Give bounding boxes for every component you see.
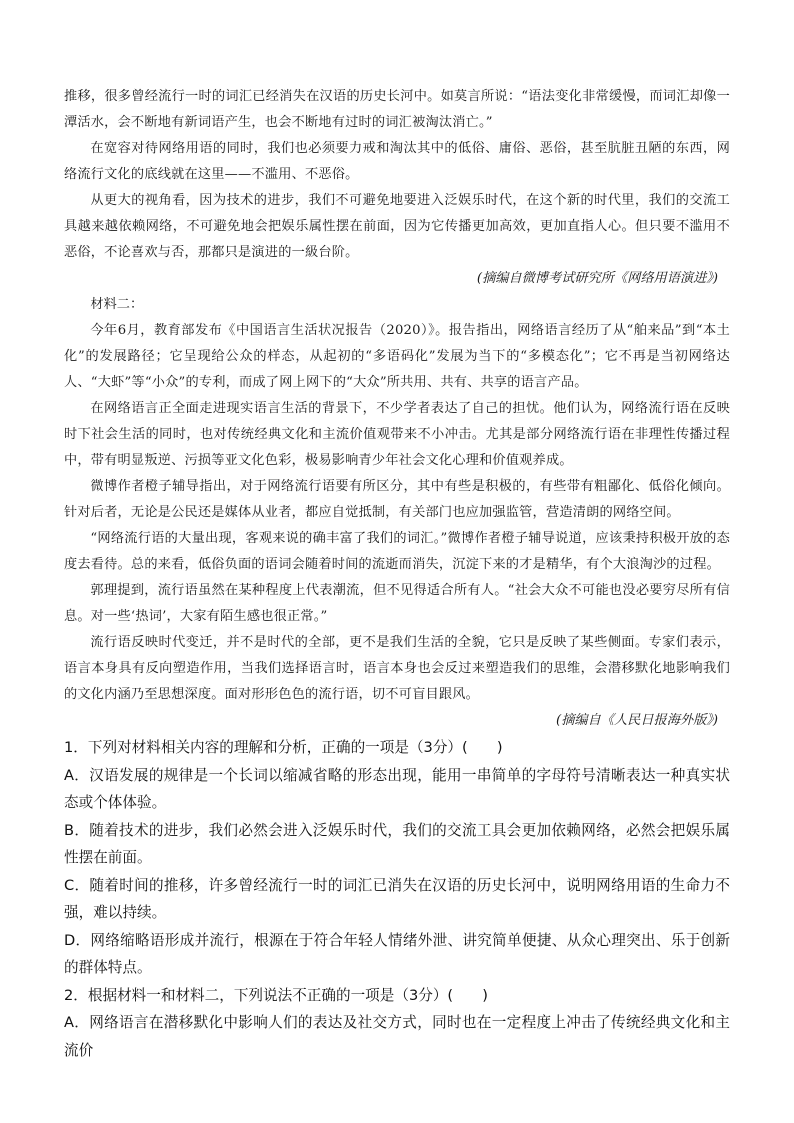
material-one-continuation xyxy=(64,84,730,292)
paragraph: 流行语反映时代变迁，并不是时代的全部，更不是我们生活的全貌，它只是反映了某些侧面。专家们表示，语言本身具有反向塑造作用，当我们选择语言时，语言本身也会反过来塑造我们的思维，会潜移默化地影响我们的文化内涵乃至思想深度。面对形形色色的流行语，切不可盲目跟风。 xyxy=(64,635,730,702)
question-stem: 2．根据材料一和材料二，下列说法不正确的一项是（3分）( ) xyxy=(64,986,488,1004)
question-stem: 1．下列对材料相关内容的理解和分析，正确的一项是（3分）( ) xyxy=(64,739,503,756)
option-c: C．随着时间的推移，许多曾经流行一时的词汇已消失在汉语的历史长河中，说明网络用语的生命力不强，难以持续。 xyxy=(64,876,730,921)
option-a: A．网络语言在潜移默化中影响人们的表达及社交方式，同时也在一定程度上冲击了传统经典文化和主流价 xyxy=(64,1014,730,1059)
material-label: 材料二： xyxy=(90,297,144,312)
paragraph: 郭理提到，流行语虽然在某种程度上代表潮流，但不见得适合所有人。“社会大众不可能也没必要穷尽所有信息。对一些‘热词’，大家有陌生感也很正常。” xyxy=(64,583,730,624)
paragraph: 推移，很多曾经流行一时的词汇已经消失在汉语的历史长河中。如莫言所说：“语法变化非常缓慢，而词汇却像一潭活水，会不断地有新词语产生，也会不断地有过时的词汇被淘汰消亡。” xyxy=(64,89,730,130)
source-citation: (摘编自微博考试研究所《网络用语演进》) xyxy=(476,271,718,286)
paragraph: 今年6月，教育部发布《中国语言生活状况报告（2020）》。报告指出，网络语言经历了从“舶来品”到“本土化”的发展路径；它呈现给公众的样态，从起初的“多语码化”发展为当下的“多模态化”；它不再是当初网络达人、“大虾”等“小众”的专利，而成了网上网下的“大众”所共用、共有、共享的语言产品。 xyxy=(64,323,730,390)
option-b: B．随着技术的进步，我们必然会进入泛娱乐时代，我们的交流工具会更加依赖网络，必然会把娱乐属性摆在前面。 xyxy=(64,821,730,866)
paragraph: 在网络语言正全面走进现实语言生活的背景下，不少学者表达了自己的担忧。他们认为，网络流行语在反映时下社会生活的同时，也对传统经典文化和主流价值观带来不小冲击。尤其是部分网络流行语在非理性传播过程中，带有明显叛逆、污损等亚文化色彩，极易影响青少年社会文化心理和价值观养成。 xyxy=(64,401,730,468)
question-2 xyxy=(64,982,730,1065)
paragraph: 在宽容对待网络用语的同时，我们也必须要力戒和淘汰其中的低俗、庸俗、恶俗，甚至肮脏丑陋的东西，网络流行文化的底线就在这里——不滥用、不恶俗。 xyxy=(64,141,730,182)
option-d: D．网络缩略语形成并流行，根源在于符合年轻人情绪外泄、讲究简单便捷、从众心理突出、乐于创新的群体特点。 xyxy=(64,931,730,976)
material-two xyxy=(64,292,730,734)
option-a: A．汉语发展的规律是一个长词以缩减省略的形态出现，能用一串简单的字母符号清晰表达一种真实状态或个体体验。 xyxy=(64,766,730,811)
source-citation: (摘编自《人民日报海外版》) xyxy=(556,713,718,728)
paragraph: 微博作者橙子辅导指出，对于网络流行语要有所区分，其中有些是积极的，有些带有粗鄙化、低俗化倾向。针对后者，无论是公民还是媒体从业者，都应自觉抵制，有关部门也应加强监管，营造清朗的网络空间。 xyxy=(64,479,730,520)
questions xyxy=(64,734,730,1064)
paragraph: “网络流行语的大量出现，客观来说的确丰富了我们的词汇。”微博作者橙子辅导说道，应该秉持积极开放的态度去看待。总的来看，低俗负面的语词会随着时间的流逝而消失，沉淀下来的才是精华，有个大浪淘沙的过程。 xyxy=(64,531,730,572)
question-1 xyxy=(64,734,730,982)
paragraph: 从更大的视角看，因为技术的进步，我们不可避免地要进入泛娱乐时代，在这个新的时代里，我们的交流工具越来越依赖网络，不可避免地会把娱乐属性摆在前面，因为它传播更加高效，更加直指人心。但只要不滥用不恶俗，不论喜欢与否，那都只是演进的一級台阶。 xyxy=(64,193,730,260)
